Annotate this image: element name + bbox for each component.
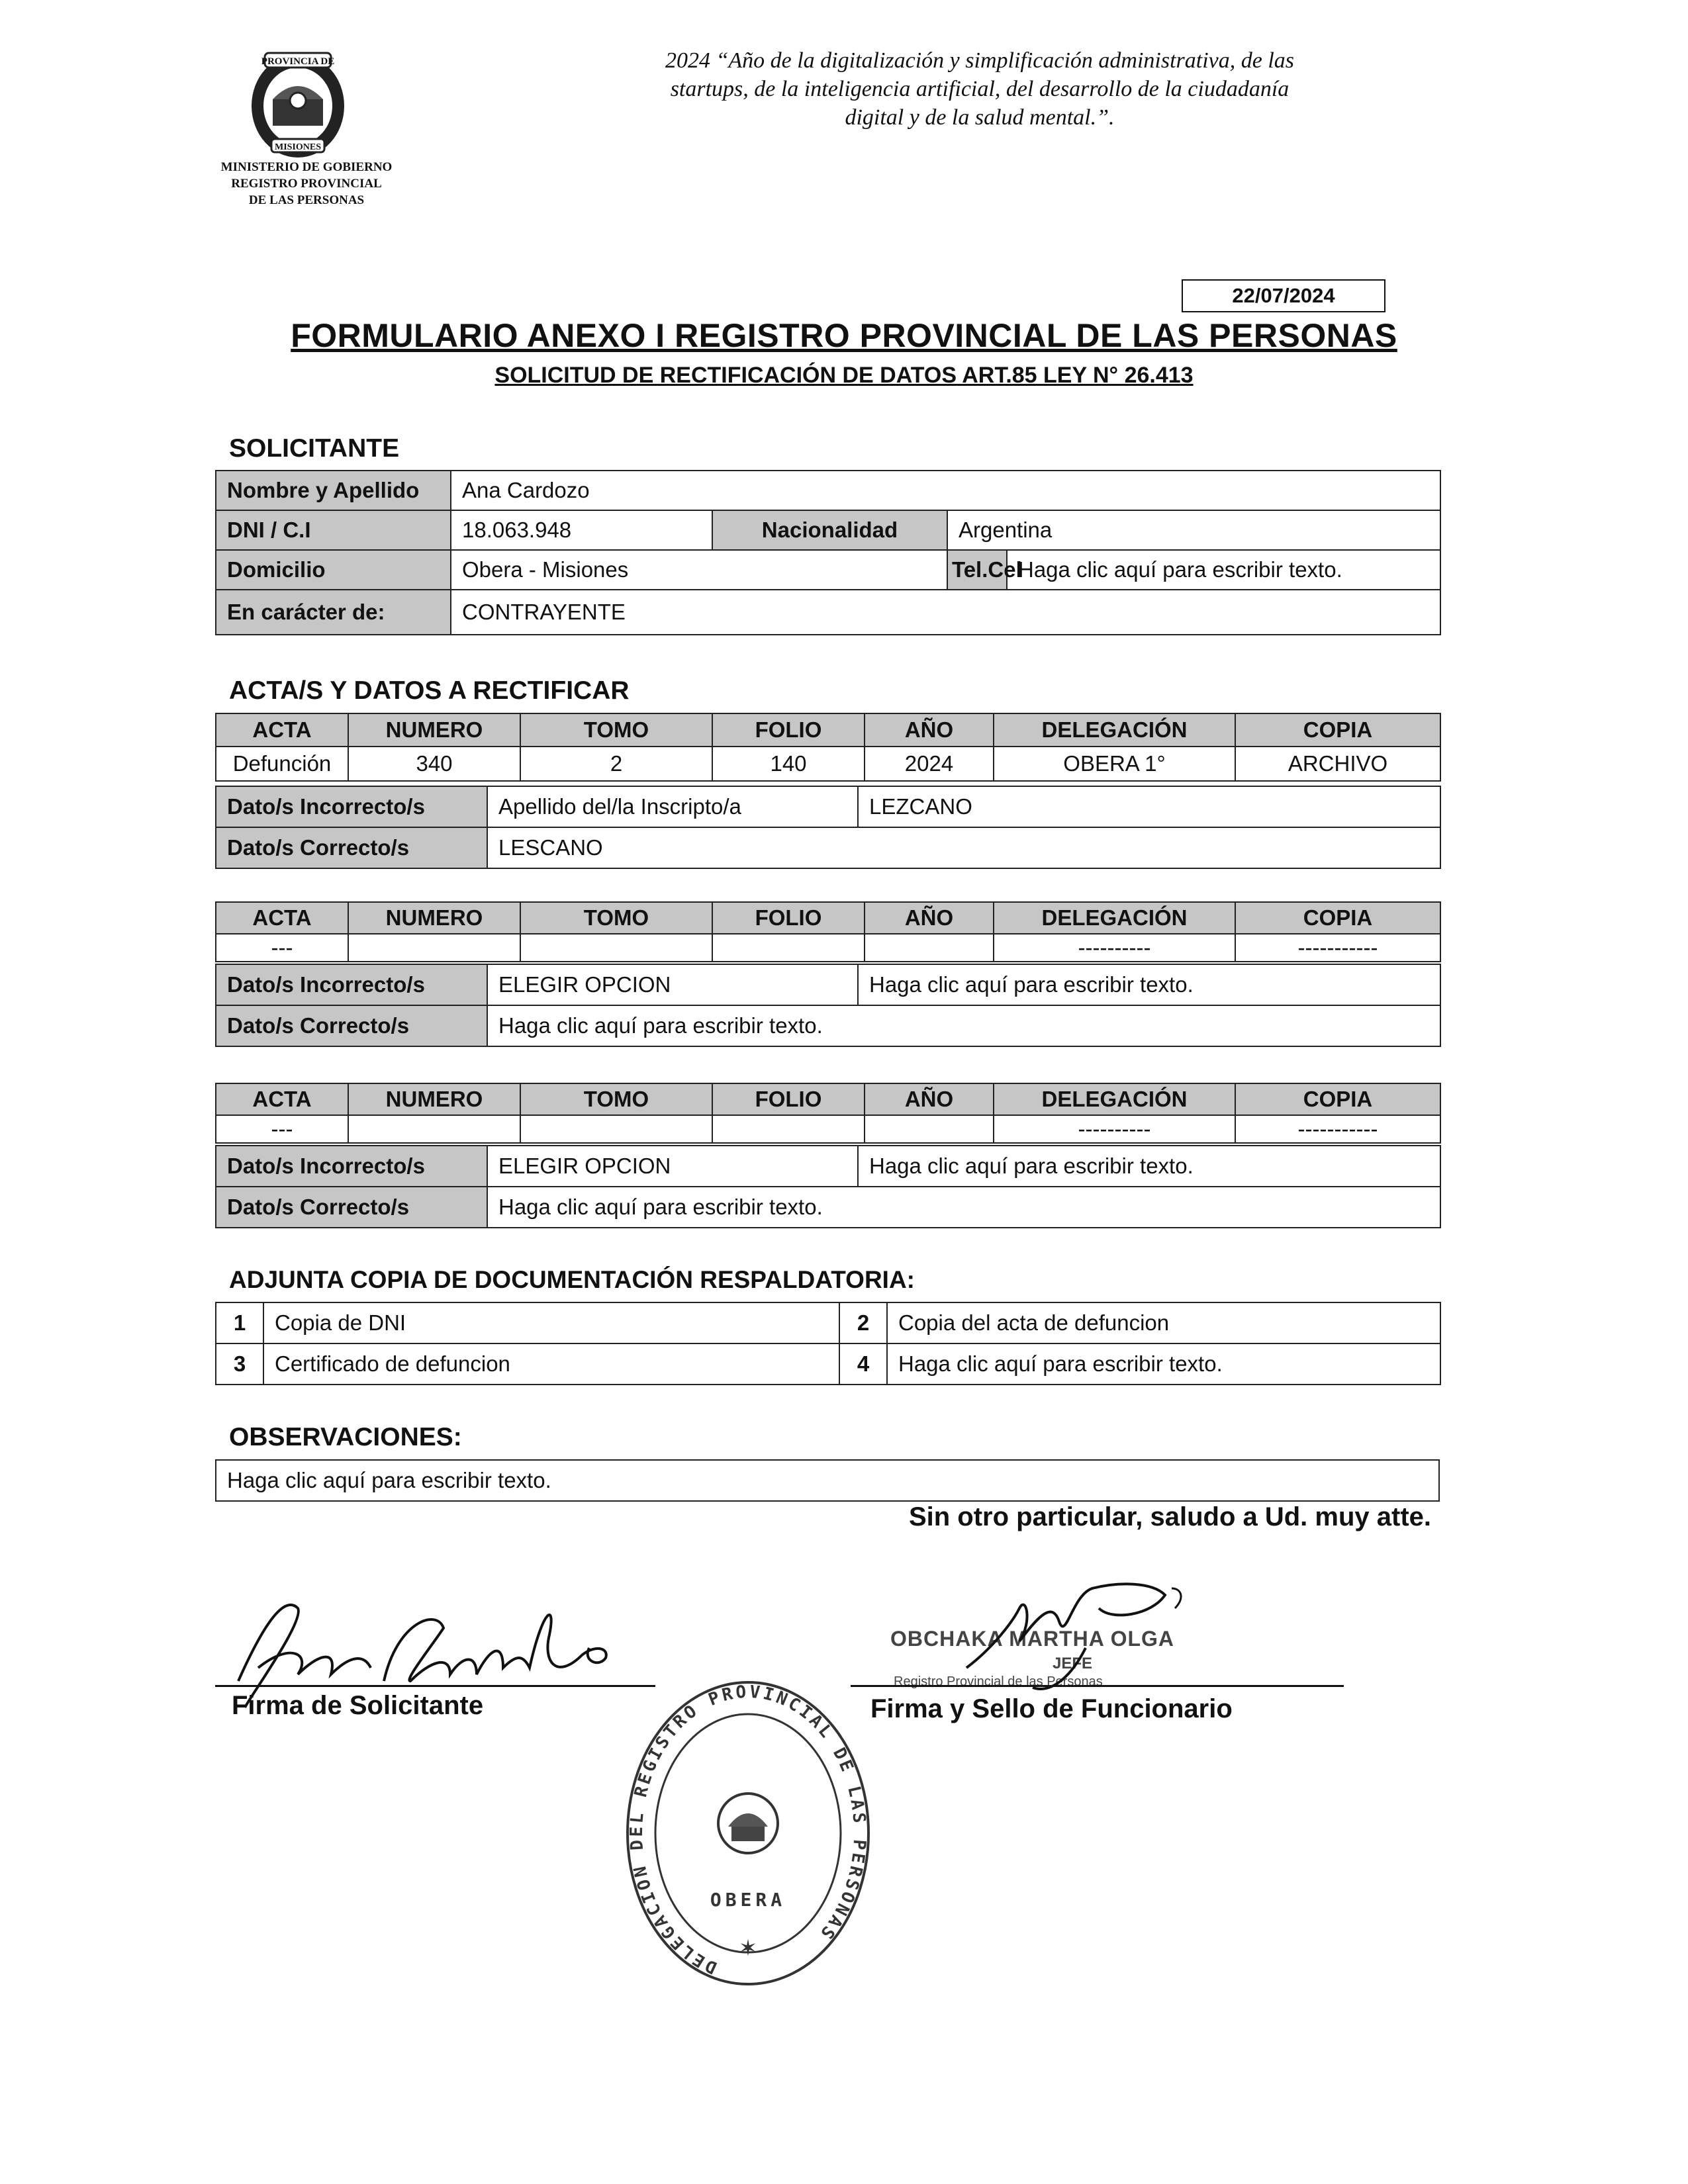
- official-signature-line: [851, 1685, 1344, 1687]
- anio-cell[interactable]: [865, 934, 994, 962]
- copia-cell[interactable]: -----------: [1235, 1115, 1440, 1143]
- col-anio: AÑO: [865, 902, 994, 934]
- official-name: OBCHAKA MARTHA OLGA: [890, 1627, 1175, 1651]
- adjunta-item-field[interactable]: Certificado de defuncion: [263, 1343, 839, 1385]
- acta-cell[interactable]: ---: [216, 1115, 348, 1143]
- folio-cell[interactable]: [712, 1115, 865, 1143]
- delegacion-cell[interactable]: OBERA 1°: [994, 747, 1235, 781]
- datos-table-1: [215, 786, 1441, 869]
- datos-table-3: [215, 1145, 1441, 1228]
- col-numero: NUMERO: [348, 713, 520, 747]
- motto-line: startups, de la inteligencia artificial, del desarrollo de la ciudadanía: [670, 77, 1289, 101]
- dni-label: DNI / C.I: [216, 510, 451, 550]
- incorrect-field-select[interactable]: ELEGIR OPCION: [487, 1146, 858, 1187]
- form-title: FORMULARIO ANEXO I REGISTRO PROVINCIAL DE LAS PERSONAS: [291, 317, 1397, 354]
- nacionalidad-field[interactable]: Argentina: [947, 510, 1440, 550]
- item-number: 3: [216, 1343, 263, 1385]
- observaciones-table: [215, 1459, 1440, 1502]
- solicitante-heading: SOLICITANTE: [229, 434, 400, 463]
- copia-cell[interactable]: ARCHIVO: [1235, 747, 1440, 781]
- correct-value-field[interactable]: LESCANO: [487, 827, 1440, 868]
- motto-line: digital y de la salud mental.”.: [845, 105, 1115, 130]
- official-office: Registro Provincial de las Personas: [894, 1674, 1103, 1689]
- svg-text:✶: ✶: [738, 1936, 758, 1961]
- caracter-label: En carácter de:: [216, 590, 451, 635]
- numero-cell[interactable]: [348, 934, 520, 962]
- incorrect-label: Dato/s Incorrecto/s: [216, 964, 487, 1005]
- incorrect-value-field[interactable]: LEZCANO: [858, 786, 1440, 827]
- dni-field[interactable]: 18.063.948: [451, 510, 712, 550]
- seal-text-top: PROVINCIA DE: [261, 56, 335, 67]
- actas-heading: ACTA/S Y DATOS A RECTIFICAR: [229, 676, 630, 705]
- delegacion-cell[interactable]: ----------: [994, 1115, 1235, 1143]
- acta-table-2: [215, 901, 1441, 962]
- col-tomo: TOMO: [520, 1083, 712, 1115]
- col-anio: AÑO: [865, 713, 994, 747]
- adjunta-table: [215, 1302, 1441, 1385]
- official-role: JEFE: [1053, 1655, 1093, 1672]
- datos-table-2: [215, 964, 1441, 1047]
- domicilio-label: Domicilio: [216, 550, 451, 590]
- ministry-line: REGISTRO PROVINCIAL: [231, 177, 382, 191]
- col-acta: ACTA: [216, 1083, 348, 1115]
- adjunta-item-field[interactable]: Copia de DNI: [263, 1302, 839, 1343]
- correct-label: Dato/s Correcto/s: [216, 827, 487, 868]
- closing-text: Sin otro particular, saludo a Ud. muy atte.: [908, 1502, 1431, 1531]
- incorrect-value-field[interactable]: Haga clic aquí para escribir texto.: [858, 1146, 1440, 1187]
- correct-value-field[interactable]: Haga clic aquí para escribir texto.: [487, 1005, 1440, 1046]
- stamp-ring-text: DELEGACION DEL REGISTRO PROVINCIAL DE LAS PERSONAS: [626, 1682, 870, 1978]
- folio-cell[interactable]: 140: [712, 747, 865, 781]
- nombre-label: Nombre y Apellido: [216, 471, 451, 510]
- col-delegacion: DELEGACIÓN: [994, 713, 1235, 747]
- copia-cell[interactable]: -----------: [1235, 934, 1440, 962]
- item-number: 4: [839, 1343, 887, 1385]
- motto-line: 2024 “Año de la digitalización y simplificación administrativa, de las: [665, 48, 1295, 73]
- ministry-heading: [197, 159, 416, 208]
- anio-cell[interactable]: 2024: [865, 747, 994, 781]
- acta-cell[interactable]: ---: [216, 934, 348, 962]
- acta-table-3: [215, 1083, 1441, 1144]
- col-numero: NUMERO: [348, 1083, 520, 1115]
- seal-text-bottom: MISIONES: [274, 142, 322, 152]
- ministry-line: DE LAS PERSONAS: [248, 193, 365, 207]
- tomo-cell[interactable]: [520, 1115, 712, 1143]
- col-delegacion: DELEGACIÓN: [994, 1083, 1235, 1115]
- folio-cell[interactable]: [712, 934, 865, 962]
- incorrect-label: Dato/s Incorrecto/s: [216, 1146, 487, 1187]
- delegacion-cell[interactable]: ----------: [994, 934, 1235, 962]
- official-signature-icon: [953, 1569, 1231, 1701]
- date-field[interactable]: 22/07/2024: [1182, 279, 1385, 312]
- col-acta: ACTA: [216, 713, 348, 747]
- incorrect-field-select[interactable]: Apellido del/la Inscripto/a: [487, 786, 858, 827]
- col-anio: AÑO: [865, 1083, 994, 1115]
- col-folio: FOLIO: [712, 902, 865, 934]
- incorrect-value-field[interactable]: Haga clic aquí para escribir texto.: [858, 964, 1440, 1005]
- telcel-field[interactable]: Haga clic aquí para escribir texto.: [1007, 550, 1440, 590]
- col-copia: COPIA: [1235, 713, 1440, 747]
- caracter-field[interactable]: CONTRAYENTE: [451, 590, 1440, 635]
- ministry-line: MINISTERIO DE GOBIERNO: [220, 160, 393, 174]
- observaciones-heading: OBSERVACIONES:: [229, 1423, 462, 1451]
- acta-table-1: [215, 713, 1441, 782]
- form-subtitle: SOLICITUD DE RECTIFICACIÓN DE DATOS ART.85 LEY N° 26.413: [494, 363, 1194, 388]
- numero-cell[interactable]: [348, 1115, 520, 1143]
- nacionalidad-label: Nacionalidad: [712, 510, 947, 550]
- item-number: 2: [839, 1302, 887, 1343]
- adjunta-item-field[interactable]: Copia del acta de defuncion: [887, 1302, 1440, 1343]
- applicant-signature-label: Firma de Solicitante: [232, 1691, 484, 1720]
- col-copia: COPIA: [1235, 902, 1440, 934]
- adjunta-item-field[interactable]: Haga clic aquí para escribir texto.: [887, 1343, 1440, 1385]
- item-number: 1: [216, 1302, 263, 1343]
- anio-cell[interactable]: [865, 1115, 994, 1143]
- correct-label: Dato/s Correcto/s: [216, 1005, 487, 1046]
- col-folio: FOLIO: [712, 1083, 865, 1115]
- col-numero: NUMERO: [348, 902, 520, 934]
- domicilio-field[interactable]: Obera - Misiones: [451, 550, 947, 590]
- correct-value-field[interactable]: Haga clic aquí para escribir texto.: [487, 1187, 1440, 1228]
- official-signature-label: Firma y Sello de Funcionario: [870, 1694, 1233, 1723]
- telcel-label: Tel.Cel: [947, 550, 1007, 590]
- col-tomo: TOMO: [520, 713, 712, 747]
- adjunta-heading: ADJUNTA COPIA DE DOCUMENTACIÓN RESPALDATORIA:: [229, 1266, 915, 1293]
- delegation-stamp-icon: [622, 1678, 874, 1989]
- correct-label: Dato/s Correcto/s: [216, 1187, 487, 1228]
- tomo-cell[interactable]: 2: [520, 747, 712, 781]
- incorrect-label: Dato/s Incorrecto/s: [216, 786, 487, 827]
- stamp-center-text: OBERA: [710, 1889, 786, 1911]
- col-acta: ACTA: [216, 902, 348, 934]
- year-motto: [556, 46, 1403, 132]
- observaciones-field[interactable]: Haga clic aquí para escribir texto.: [216, 1460, 1439, 1501]
- col-delegacion: DELEGACIÓN: [994, 902, 1235, 934]
- tomo-cell[interactable]: [520, 934, 712, 962]
- solicitante-table: [215, 470, 1441, 635]
- numero-cell[interactable]: 340: [348, 747, 520, 781]
- col-copia: COPIA: [1235, 1083, 1440, 1115]
- col-tomo: TOMO: [520, 902, 712, 934]
- incorrect-field-select[interactable]: ELEGIR OPCION: [487, 964, 858, 1005]
- nombre-field[interactable]: Ana Cardozo: [451, 471, 1440, 510]
- applicant-signature-line: [215, 1685, 655, 1687]
- acta-cell[interactable]: Defunción: [216, 747, 348, 781]
- provincial-seal-icon: [238, 40, 357, 159]
- col-folio: FOLIO: [712, 713, 865, 747]
